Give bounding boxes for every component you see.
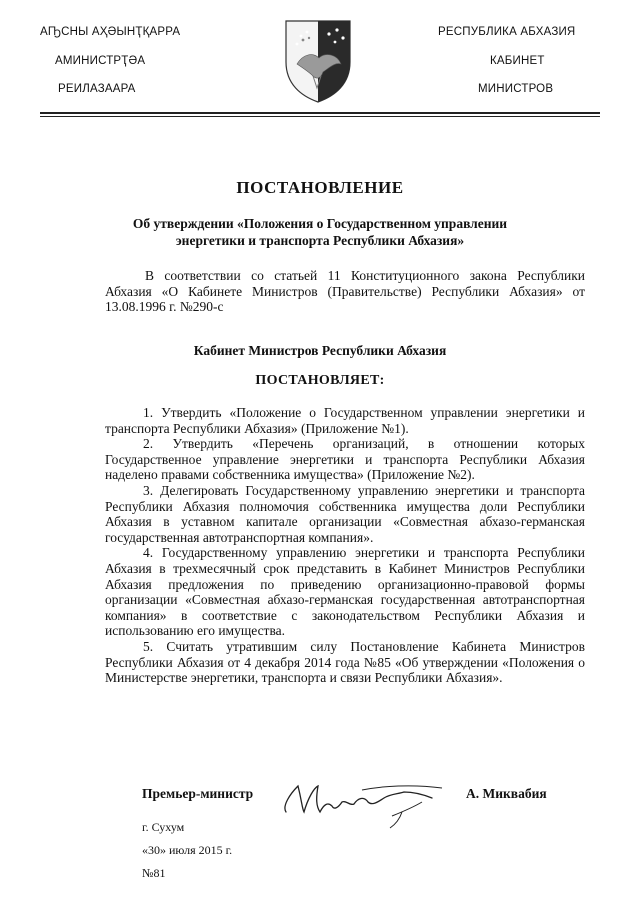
header-right-line-3: МИНИСТРОВ (478, 83, 554, 95)
state-emblem-icon (283, 18, 353, 104)
decree-item-2: 2. Утвердить «Перечень организаций, в отношении которых Государственное управление энергетики и транспорта Республики Абхазия наделено правами собственника имущества» (Приложение №2). (105, 436, 585, 483)
footer-date: «30» июля 2015 г. (142, 843, 233, 857)
decree-item-3: 3. Делегировать Государственному управлению энергетики и транспорта Республики Абхазия полномочия собственника имущества доли Республики Абхазия в уставном капитале организации «Совместная абхазо-германская государственная автотранспортная компания». (105, 482, 585, 545)
signatory-name: А. Миквабия (466, 786, 547, 801)
decree-heading: ПОСТАНОВЛЯЕТ: (255, 373, 385, 388)
header-rule-top (40, 112, 600, 114)
decree-item-5: 5. Считать утратившим силу Постановление Кабинета Министров Республики Абхазия от 4 декабря 2014 года №85 «Об утверждении «Положения о Министерстве энергетики, транспорта и связи Республики Абхазия». (105, 638, 585, 686)
document-subtitle (110, 215, 530, 249)
header-left-line-2: АМИНИСТРҬӘА (55, 55, 146, 67)
subtitle-line-1: Об утверждении «Положения о Государственном управлении (132, 216, 508, 231)
legal-basis-text: В соответствии со статьей 11 Конституционного закона Республики Абхазия «О Кабинете Министров (Правительстве) Республики Абхазия» от 13.08.1996 г. №290-с (105, 268, 585, 314)
legal-basis (105, 268, 585, 315)
signatory-position: Премьер-министр (142, 786, 254, 801)
footer-number: №81 (142, 866, 166, 880)
header-left-line-3: РЕИЛАЗААРА (58, 83, 136, 95)
footer-city: г. Сухум (142, 820, 185, 834)
header-right-line-2: КАБИНЕТ (490, 55, 545, 67)
decree-item-1: 1. Утвердить «Положение о Государственном управлении энергетики и транспорта Республики Абхазия» (Приложение №1). (105, 405, 585, 436)
header-rule-bottom (40, 116, 600, 117)
header-right-line-1: РЕСПУБЛИКА АБХАЗИЯ (438, 26, 576, 38)
decree-items (105, 405, 585, 686)
header-left-line-1: АҦСНЫ АҲӘЫНҬҚАРРА (40, 26, 181, 38)
issuer: Кабинет Министров Республики Абхазия (193, 343, 447, 358)
decree-item-4: 4. Государственному управлению энергетики и транспорта Республики Абхазия в трехмесячный срок представить в Кабинет Министров Республики Абхазия предложения по приведению организационно-правовой формы организации «Совместная абхазо-германская государственная автотранспортная компания» в соответствие с законодательством Республики Абхазия и использованию его имущества. (105, 545, 585, 639)
document-title: ПОСТАНОВЛЕНИЕ (236, 178, 404, 197)
subtitle-line-2: энергетики и транспорта Республики Абхазия» (175, 233, 465, 248)
handwritten-signature-icon (272, 772, 452, 832)
